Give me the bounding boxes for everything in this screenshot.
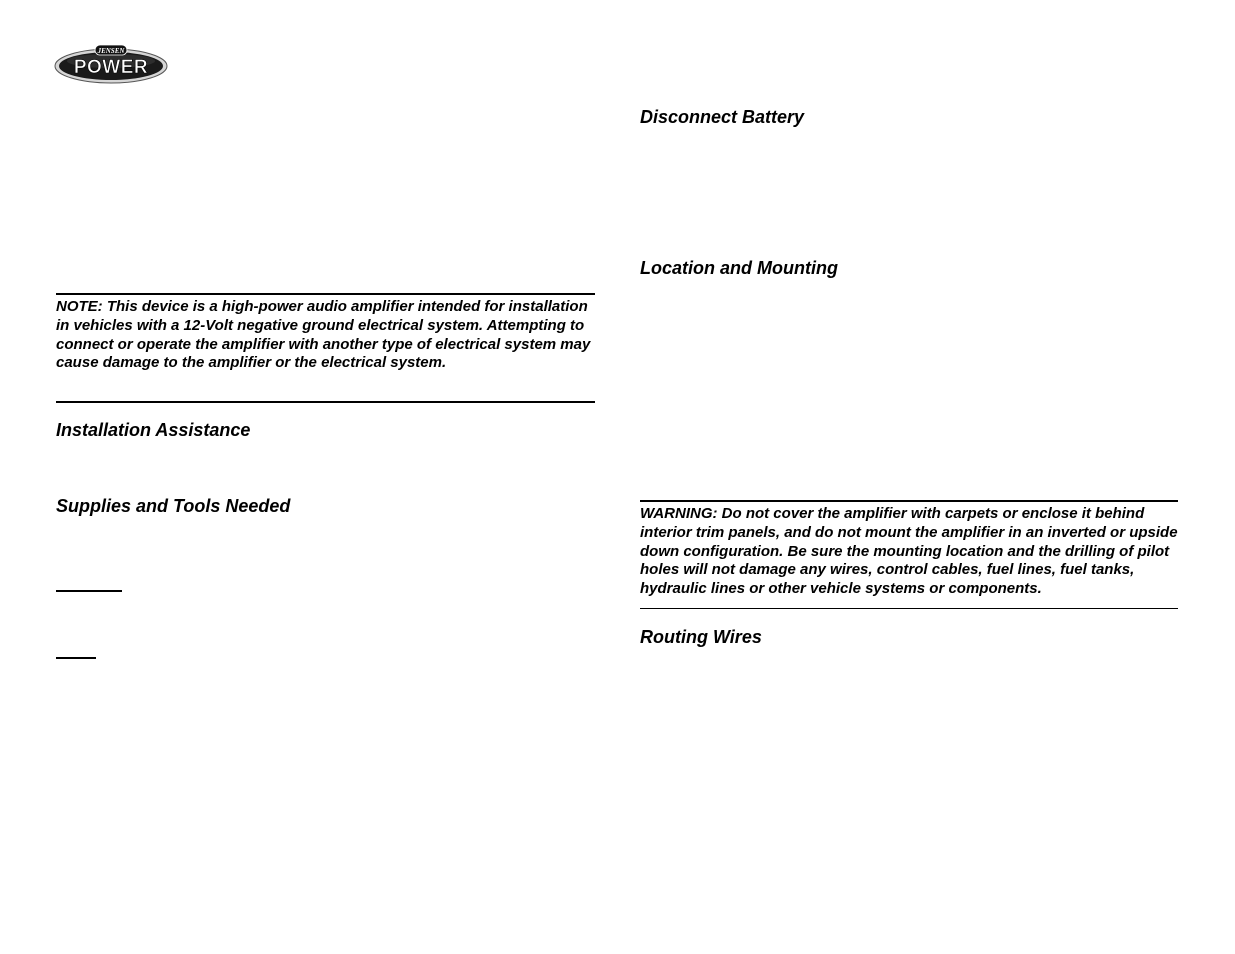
installation-assistance-heading: Installation Assistance <box>56 420 251 440</box>
logo-brand-small: JENSEN <box>97 47 125 55</box>
underline-mark-1 <box>56 590 122 592</box>
supplies-tools-heading: Supplies and Tools Needed <box>56 496 291 516</box>
warning-bottom-rule <box>640 608 1178 609</box>
warning-text: WARNING: Do not cover the amplifier with carpets or enclose it behind interior trim panels, and do not mount the amplifier in an inverted or upside down configuration. Be sure the mounting location and the drilling of pilot holes will not damage any wires, control cables, fuel lines, fuel tanks, hydraulic lines or other vehicle systems or components. <box>640 505 1178 598</box>
jensen-power-logo <box>54 44 168 84</box>
note-bottom-rule <box>56 401 595 403</box>
location-mounting-heading: Location and Mounting <box>640 258 838 278</box>
note-text: NOTE: This device is a high-power audio amplifier intended for installation in vehicles with a 12-Volt negative ground electrical system. Attempting to connect or operate the amplifier with another type of electrical system may cause damage to the amplifier or the electrical system. <box>56 298 591 372</box>
note-top-rule <box>56 293 595 295</box>
logo-brand-large: POWER <box>73 57 149 78</box>
routing-wires-heading: Routing Wires <box>640 627 762 647</box>
underline-mark-2 <box>56 657 96 659</box>
disconnect-battery-heading: Disconnect Battery <box>640 107 805 127</box>
warning-top-rule <box>640 500 1178 502</box>
